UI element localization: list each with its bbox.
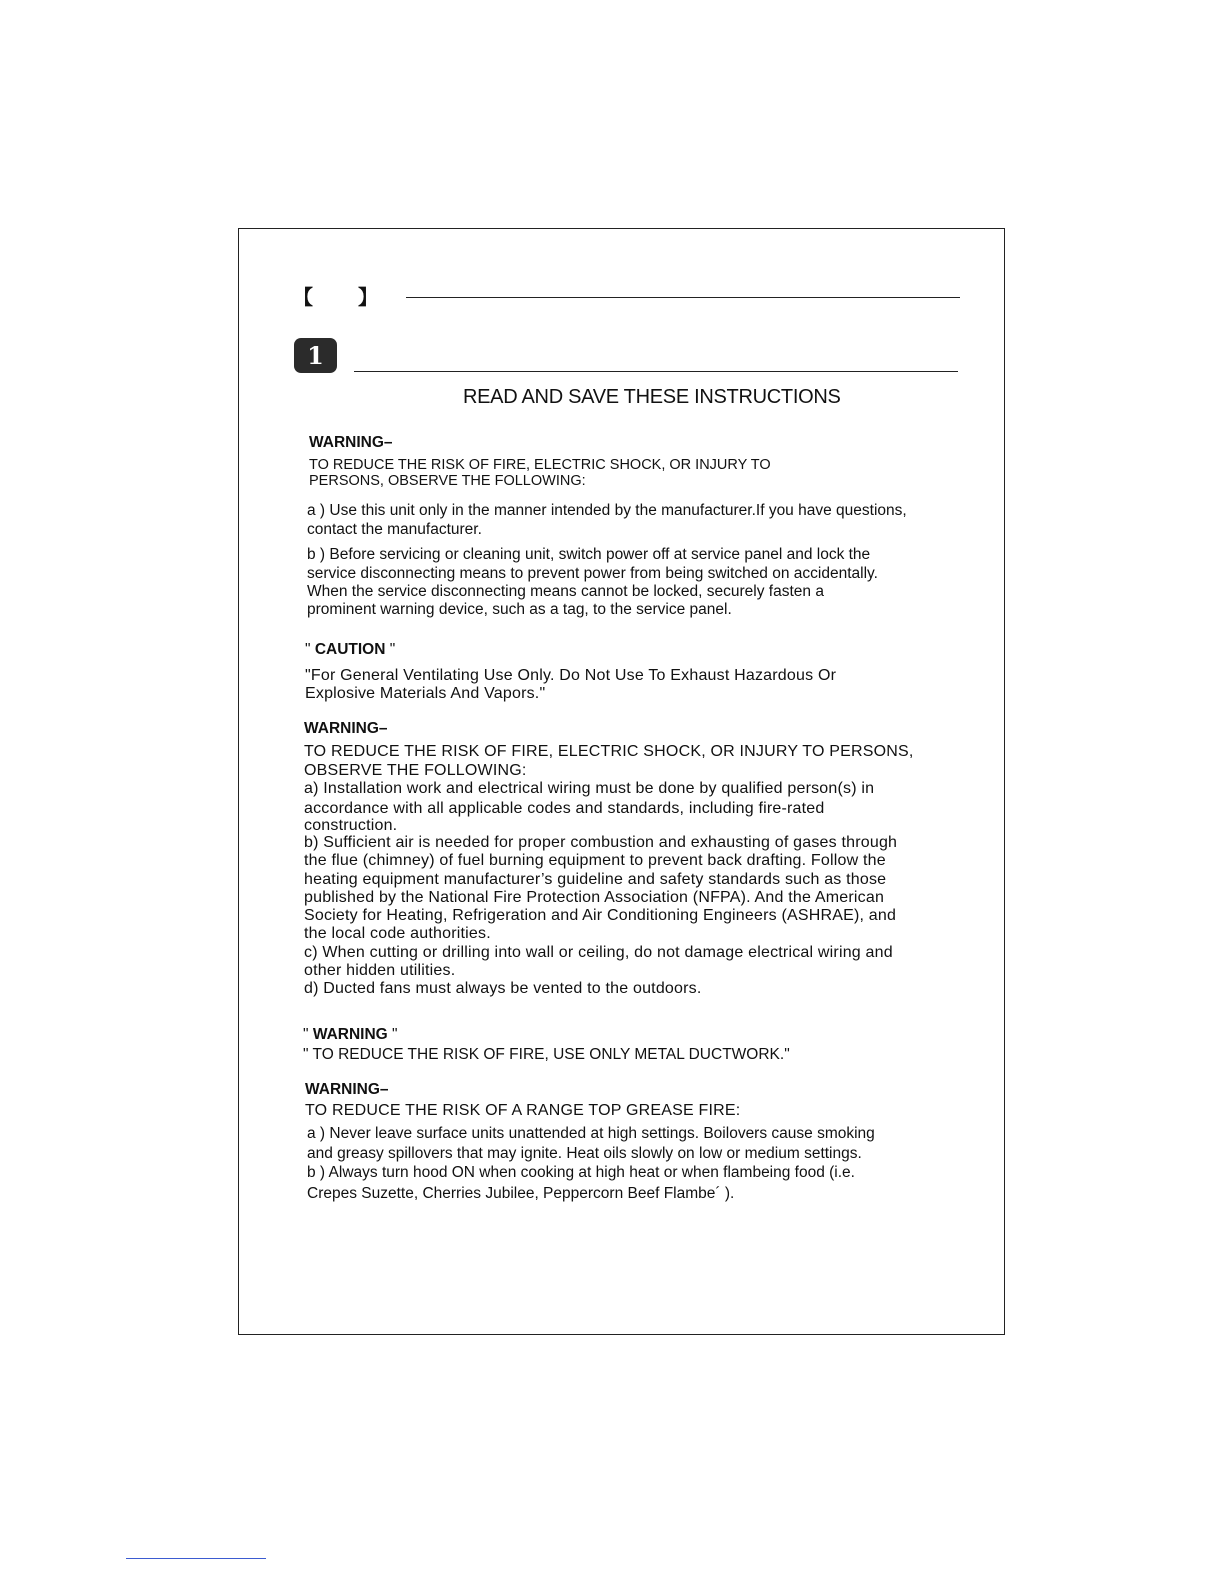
warning-3-line: " TO REDUCE THE RISK OF FIRE, USE ONLY METAL DUCTWORK." [303,1046,790,1063]
warning-2-line: the flue (chimney) of fuel burning equipment to prevent back drafting. Follow the [304,852,886,869]
caution-quote-open: " [305,641,315,658]
warning-1-item-b: prominent warning device, such as a tag, to the service panel. [307,601,732,618]
warning-4-line: a ) Never leave surface units unattended at high settings. Boilovers cause smoking [307,1125,875,1142]
caution-line: Explosive Materials And Vapors." [305,685,546,702]
warning-4-line: b ) Always turn hood ON when cooking at high heat or when flambeing food (i.e. [307,1164,855,1181]
warning-2-line: d) Ducted fans must always be vented to the outdoors. [304,980,702,997]
warning-4-line: and greasy spillovers that may ignite. Heat oils slowly on low or medium settings. [307,1145,862,1162]
section-number-badge: 1 [294,338,337,373]
warning-2-line: TO REDUCE THE RISK OF FIRE, ELECTRIC SHOCK, OR INJURY TO PERSONS, [304,743,914,760]
warning-2-line: Society for Heating, Refrigeration and Air Conditioning Engineers (ASHRAE), and [304,907,897,924]
header-rule [406,297,960,298]
warning-1-item-a: contact the manufacturer. [307,521,482,538]
warning-2-line: heating equipment manufacturer’s guideline and safety standards such as those [304,871,887,888]
warning-1-item-b: service disconnecting means to prevent power from being switched on accidentally. [307,565,878,582]
page-title: READ AND SAVE THESE INSTRUCTIONS [463,386,841,408]
warning-4-intro: TO REDUCE THE RISK OF A RANGE TOP GREASE FIRE: [305,1102,741,1119]
warning-3-title: WARNING [312,1026,388,1043]
caution-title: CAUTION [314,641,386,658]
warning-label-2: WARNING– [304,720,388,737]
section-bracket-close: 】 [358,287,378,309]
bottom-link-underline [126,1558,266,1559]
warning-2-line: other hidden utilities. [304,962,456,979]
section-rule [354,371,958,372]
caution-label [305,641,395,659]
warning-label-4: WARNING– [305,1081,389,1098]
warning-2-line: OBSERVE THE FOLLOWING: [304,762,527,779]
warning-2-line: the local code authorities. [304,925,491,942]
warning-2-line: a) Installation work and electrical wiring must be done by qualified person(s) in [304,780,875,797]
caution-line: "For General Ventilating Use Only. Do Not Use To Exhaust Hazardous Or [305,667,837,684]
warning-1-item-b: b ) Before servicing or cleaning unit, switch power off at service panel and lock the [307,546,871,563]
warning-3-quote-open: " [303,1026,313,1043]
warning-3-quote-close: " [387,1026,398,1043]
section-bracket-open: 【 [293,287,313,309]
warning-label-1: WARNING– [309,434,393,451]
warning-1-line: TO REDUCE THE RISK OF FIRE, ELECTRIC SHOCK, OR INJURY TO [309,457,771,473]
caution-quote-close: " [385,641,396,658]
warning-2-line: c) When cutting or drilling into wall or ceiling, do not damage electrical wiring and [304,944,893,961]
warning-4-line: Crepes Suzette, Cherries Jubilee, Peppercorn Beef Flambe´ ). [307,1185,735,1202]
warning-2-line: b) Sufficient air is needed for proper combustion and exhausting of gases through [304,834,898,851]
warning-2-line: published by the National Fire Protection Association (NFPA). And the American [304,889,885,906]
warning-label-3 [303,1026,398,1044]
warning-2-line: construction. [304,817,398,834]
warning-1-item-a: a ) Use this unit only in the manner intended by the manufacturer.If you have questions, [307,502,907,519]
warning-1-line: PERSONS, OBSERVE THE FOLLOWING: [309,473,586,489]
warning-1-item-b: When the service disconnecting means cannot be locked, securely fasten a [307,583,824,600]
warning-2-line: accordance with all applicable codes and standards, including fire-rated [304,800,825,817]
